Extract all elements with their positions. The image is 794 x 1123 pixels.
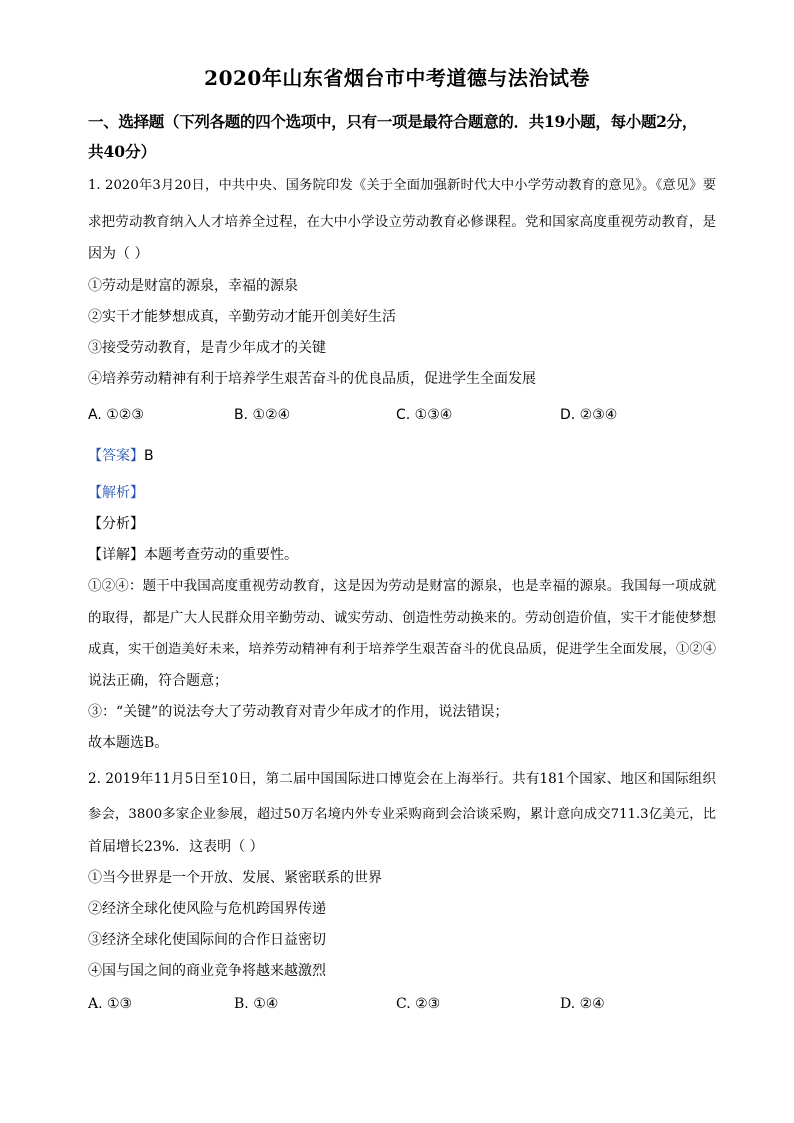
q2-stem-line-1: 2. 2019年11月5日至10日，第二届中国国际进口博览会在上海举行。共有181个国家、地区和国际组织 <box>88 771 716 787</box>
q2-option-d: D. ②④ <box>560 996 605 1012</box>
q2-item-1: ①当今世界是一个开放、发展、紧密联系的世界 <box>88 870 382 886</box>
q1-option-c: C. ①③④ <box>396 407 453 423</box>
section-heading-line-1: 一、选择题（下列各题的四个选项中，只有一项是最符合题意的．共19小题，每小题2分， <box>88 112 698 131</box>
q2-item-2: ②经济全球化使风险与危机跨国界传递 <box>88 901 326 917</box>
detail-line-4: 说法正确，符合题意； <box>88 673 228 689</box>
q1-item-2: ②实干才能梦想成真，辛勤劳动才能开创美好生活 <box>88 309 396 325</box>
q2-option-b: B. ①④ <box>234 996 279 1012</box>
answer-tag: 【答案】 <box>88 448 144 464</box>
q1-item-3: ③接受劳动教育，是青少年成才的关键 <box>88 340 326 356</box>
detail-line-1: ①②④：题干中我国高度重视劳动教育，这是因为劳动是财富的源泉，也是幸福的源泉。我国每一项成就 <box>88 578 716 594</box>
q1-item-1: ①劳动是财富的源泉，幸福的源泉 <box>88 278 298 294</box>
q1-stem-line-1: 1. 2020年3月20日，中共中央、国务院印发《关于全面加强新时代大中小学劳动教育的意见》。《意见》要 <box>88 178 716 193</box>
q1-stem-line-2: 求把劳动教育纳入人才培养全过程，在大中小学设立劳动教育必修课程。党和国家高度重视劳动教育，是 <box>88 214 716 230</box>
q2-option-a: A. ①③ <box>88 996 133 1012</box>
detail-line-3: 成真，实干创造美好未来，培养劳动精神有利于培养学生艰苦奋斗的优良品质，促进学生全面发展，①②④ <box>88 642 716 657</box>
q2-option-c: C. ②③ <box>396 996 441 1012</box>
detail-line-6: 故本题选B。 <box>88 735 169 751</box>
q2-stem-line-3: 首届增长23%．这表明（ ） <box>88 839 264 855</box>
section-heading-line-2: 共40分） <box>88 142 157 161</box>
detail-line-2: 的取得，都是广大人民群众用辛勤劳动、诚实劳动、创造性劳动换来的。劳动创造价值，实干才能使梦想 <box>88 610 716 626</box>
page-title: 2020年山东省烟台市中考道德与法治试卷 <box>204 66 590 90</box>
section-heading <box>88 107 716 167</box>
analysis-fenxi: 【分析】 <box>88 516 144 532</box>
q1-option-b: B. ①②④ <box>234 407 291 423</box>
q1-item-4: ④培养劳动精神有利于培养学生艰苦奋斗的优良品质，促进学生全面发展 <box>88 371 536 387</box>
analysis-tag: 【解析】 <box>88 485 144 501</box>
q2-item-3: ③经济全球化使国际间的合作日益密切 <box>88 932 326 948</box>
detail-line-5: ③：“关键”的说法夸大了劳动教育对青少年成才的作用，说法错误； <box>88 704 509 720</box>
q1-option-d: D. ②③④ <box>560 407 618 423</box>
q1-stem-line-3: 因为（ ） <box>88 246 149 262</box>
q1-option-a: A. ①②③ <box>88 407 144 423</box>
q2-item-4: ④国与国之间的商业竞争将越来越激烈 <box>88 963 326 979</box>
q2-stem-line-2: 参会，3800多家企业参展，超过50万名境内外专业采购商到会洽谈采购，累计意向成交711.3亿美元，比 <box>88 807 716 822</box>
answer-value: B <box>144 448 154 464</box>
analysis-detail-heading: 【详解】本题考查劳动的重要性。 <box>88 547 298 563</box>
q1-answer <box>88 446 154 466</box>
